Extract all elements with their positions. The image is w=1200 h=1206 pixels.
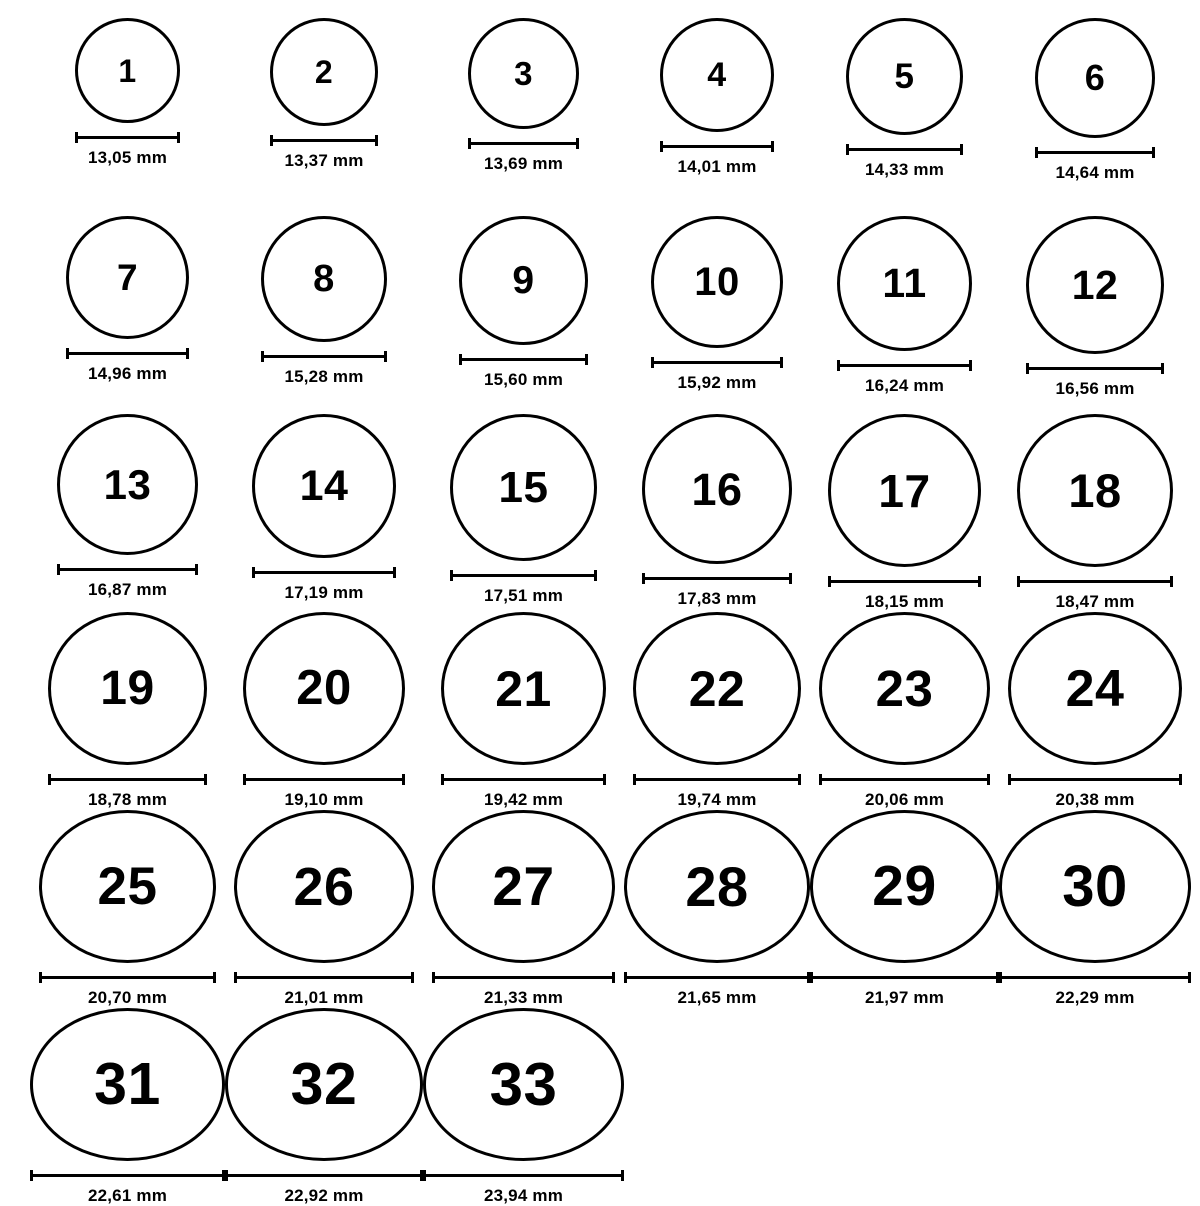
ring-size-number: 4	[707, 56, 727, 94]
ring-circle	[846, 18, 963, 135]
ring-size-cell	[225, 612, 423, 810]
ring-size-number: 1	[118, 52, 137, 89]
caliper-tick-right	[585, 354, 588, 365]
ring-size-cell	[999, 414, 1191, 612]
ring-size-number: 9	[512, 259, 535, 302]
caliper-bar	[1035, 151, 1155, 154]
ring-size-number: 33	[489, 1050, 558, 1118]
ring-size-number: 17	[878, 464, 931, 517]
ring-size-number: 8	[313, 258, 335, 300]
ring-diameter-label: 14,96 mm	[87, 364, 168, 383]
ring-diameter-label: 19,42 mm	[483, 790, 564, 809]
caliper-icon	[75, 132, 180, 142]
ring-measure	[651, 357, 783, 393]
caliper-tick-right	[402, 774, 405, 785]
caliper-tick-left	[846, 144, 849, 155]
ring-circle	[810, 810, 999, 963]
caliper-bar	[423, 1174, 624, 1177]
ring-diameter-label: 18,15 mm	[864, 592, 945, 611]
caliper-tick-left	[261, 351, 264, 362]
ring-diameter-label: 17,51 mm	[483, 586, 564, 605]
ring-circle	[66, 216, 189, 339]
ring-size-cell	[423, 1008, 624, 1206]
ring-size-cell	[624, 18, 810, 216]
ring-circle	[225, 1008, 423, 1161]
caliper-tick-right	[798, 774, 801, 785]
caliper-tick-left	[810, 972, 813, 983]
caliper-tick-left	[624, 972, 627, 983]
ring-measure	[450, 570, 597, 606]
ring-diameter-label: 15,92 mm	[677, 373, 757, 392]
ring-measure	[57, 564, 198, 600]
caliper-bar	[828, 580, 981, 583]
ring-measure	[642, 573, 792, 609]
caliper-tick-right	[204, 774, 207, 785]
caliper-icon	[651, 357, 783, 367]
ring-size-cell	[423, 18, 624, 216]
caliper-tick-left	[1008, 774, 1011, 785]
ring-size-number: 22	[688, 660, 746, 717]
caliper-bar	[999, 976, 1191, 979]
caliper-tick-right	[375, 135, 378, 146]
ring-circle	[999, 810, 1191, 963]
ring-circle	[234, 810, 414, 963]
ring-diameter-label: 19,10 mm	[284, 790, 364, 809]
ring-diameter-label: 22,61 mm	[87, 1186, 168, 1205]
caliper-icon	[432, 972, 615, 982]
caliper-icon	[252, 567, 396, 577]
caliper-tick-left	[468, 138, 471, 149]
caliper-tick-left	[450, 570, 453, 581]
caliper-tick-right	[576, 138, 579, 149]
caliper-tick-right	[1152, 147, 1155, 158]
ring-diameter-label: 18,78 mm	[87, 790, 168, 809]
caliper-bar	[1008, 778, 1182, 781]
caliper-tick-left	[75, 132, 78, 143]
caliper-bar	[459, 358, 588, 361]
ring-size-cell	[30, 612, 225, 810]
ring-diameter-label: 18,47 mm	[1055, 592, 1135, 611]
ring-size-cell	[999, 216, 1191, 414]
caliper-bar	[633, 778, 801, 781]
caliper-tick-left	[1035, 147, 1038, 158]
caliper-tick-right	[195, 564, 198, 575]
ring-measure	[48, 774, 207, 810]
ring-circle	[1017, 414, 1173, 567]
caliper-icon	[225, 1170, 423, 1180]
caliper-tick-left	[837, 360, 840, 371]
ring-circle	[450, 414, 597, 561]
ring-size-cell	[30, 1008, 225, 1206]
ring-circle	[261, 216, 387, 342]
ring-circle	[624, 810, 810, 963]
caliper-tick-right	[393, 567, 396, 578]
caliper-bar	[819, 778, 990, 781]
ring-measure	[30, 1170, 225, 1206]
ring-size-number: 23	[875, 660, 934, 717]
ring-size-cell	[999, 18, 1191, 216]
ring-size-number: 32	[290, 1051, 358, 1117]
ring-circle	[651, 216, 783, 348]
ring-circle	[39, 810, 216, 963]
caliper-icon	[39, 972, 216, 982]
caliper-icon	[837, 360, 972, 370]
caliper-tick-left	[459, 354, 462, 365]
ring-measure	[846, 144, 963, 180]
ring-diameter-label: 13,05 mm	[87, 148, 168, 167]
ring-circle	[75, 18, 180, 123]
caliper-tick-right	[1179, 774, 1182, 785]
ring-measure	[261, 351, 387, 387]
caliper-icon	[30, 1170, 225, 1180]
caliper-icon	[270, 135, 378, 145]
ring-size-number: 2	[314, 54, 334, 90]
ring-circle	[459, 216, 588, 345]
ring-diameter-label: 22,92 mm	[284, 1186, 364, 1205]
ring-circle	[468, 18, 579, 129]
caliper-tick-right	[1161, 363, 1164, 374]
ring-size-cell	[225, 414, 423, 612]
caliper-tick-left	[999, 972, 1002, 983]
ring-diameter-label: 21,65 mm	[677, 988, 757, 1007]
caliper-icon	[642, 573, 792, 583]
ring-size-cell	[999, 810, 1191, 1008]
ring-size-cell	[810, 18, 999, 216]
ring-diameter-label: 16,87 mm	[87, 580, 168, 599]
ring-circle	[660, 18, 774, 132]
ring-size-number: 11	[882, 260, 927, 306]
ring-size-cell	[624, 612, 810, 810]
ring-circle	[30, 1008, 225, 1161]
ring-size-number: 25	[97, 857, 158, 916]
caliper-bar	[252, 571, 396, 574]
caliper-icon	[1008, 774, 1182, 784]
caliper-bar	[243, 778, 405, 781]
ring-circle	[819, 612, 990, 765]
caliper-tick-left	[651, 357, 654, 368]
caliper-tick-right	[411, 972, 414, 983]
ring-size-cell	[423, 414, 624, 612]
ring-measure	[270, 135, 378, 171]
ring-size-number: 31	[94, 1051, 161, 1117]
caliper-icon	[999, 972, 1191, 982]
ring-size-number: 5	[894, 57, 915, 96]
ring-measure	[1035, 147, 1155, 183]
caliper-tick-left	[1026, 363, 1029, 374]
caliper-bar	[30, 1174, 225, 1177]
caliper-bar	[261, 355, 387, 358]
ring-size-number: 15	[498, 462, 549, 512]
caliper-bar	[48, 778, 207, 781]
ring-diameter-label: 21,33 mm	[483, 988, 564, 1007]
caliper-tick-right	[978, 576, 981, 587]
caliper-icon	[441, 774, 606, 784]
ring-diameter-label: 20,06 mm	[864, 790, 945, 809]
ring-circle	[1008, 612, 1182, 765]
caliper-tick-right	[987, 774, 990, 785]
ring-size-cell	[624, 216, 810, 414]
ring-circle	[57, 414, 198, 555]
ring-size-cell	[810, 810, 999, 1008]
ring-size-number: 24	[1065, 659, 1125, 718]
ring-size-number: 14	[299, 461, 349, 510]
caliper-tick-right	[771, 141, 774, 152]
caliper-icon	[1017, 576, 1173, 586]
caliper-icon	[423, 1170, 624, 1180]
ring-size-cell	[30, 810, 225, 1008]
ring-diameter-label: 23,94 mm	[483, 1186, 564, 1205]
ring-circle	[48, 612, 207, 765]
caliper-tick-left	[642, 573, 645, 584]
ring-measure	[837, 360, 972, 396]
caliper-tick-right	[1188, 972, 1191, 983]
caliper-tick-right	[789, 573, 792, 584]
caliper-icon	[261, 351, 387, 361]
ring-diameter-label: 17,83 mm	[677, 589, 757, 608]
ring-measure	[1026, 363, 1164, 399]
ring-diameter-label: 21,97 mm	[864, 988, 945, 1007]
ring-size-cell	[624, 810, 810, 1008]
caliper-icon	[1035, 147, 1155, 157]
caliper-tick-left	[57, 564, 60, 575]
ring-measure	[459, 354, 588, 390]
caliper-tick-right	[384, 351, 387, 362]
caliper-tick-left	[225, 1170, 228, 1181]
caliper-bar	[234, 976, 414, 979]
caliper-tick-left	[423, 1170, 426, 1181]
caliper-tick-right	[213, 972, 216, 983]
ring-diameter-label: 16,24 mm	[864, 376, 945, 395]
ring-circle	[243, 612, 405, 765]
caliper-icon	[633, 774, 801, 784]
caliper-tick-left	[1017, 576, 1020, 587]
ring-measure	[234, 972, 414, 1008]
ring-measure	[1017, 576, 1173, 612]
ring-measure	[252, 567, 396, 603]
ring-measure	[633, 774, 801, 810]
caliper-bar	[450, 574, 597, 577]
ring-size-number: 12	[1071, 261, 1119, 308]
caliper-bar	[810, 976, 999, 979]
ring-measure	[819, 774, 990, 810]
ring-size-number: 21	[495, 660, 552, 717]
caliper-tick-right	[780, 357, 783, 368]
caliper-icon	[810, 972, 999, 982]
caliper-icon	[66, 348, 189, 358]
caliper-tick-left	[252, 567, 255, 578]
ring-measure	[1008, 774, 1182, 810]
caliper-icon	[459, 354, 588, 364]
caliper-bar	[1026, 367, 1164, 370]
caliper-bar	[39, 976, 216, 979]
ring-measure	[225, 1170, 423, 1206]
ring-circle	[423, 1008, 624, 1161]
caliper-icon	[48, 774, 207, 784]
ring-size-number: 26	[293, 856, 355, 917]
ring-size-grid	[30, 18, 1170, 1206]
caliper-tick-right	[621, 1170, 624, 1181]
ring-diameter-label: 13,37 mm	[284, 151, 364, 170]
ring-measure	[999, 972, 1191, 1008]
ring-circle	[252, 414, 396, 558]
ring-size-cell	[225, 810, 423, 1008]
ring-size-cell	[30, 216, 225, 414]
ring-diameter-label: 17,19 mm	[284, 583, 364, 602]
ring-measure	[810, 972, 999, 1008]
ring-size-number: 6	[1084, 57, 1106, 98]
ring-diameter-label: 20,38 mm	[1055, 790, 1135, 809]
caliper-tick-left	[828, 576, 831, 587]
caliper-bar	[468, 142, 579, 145]
ring-circle	[1026, 216, 1164, 354]
ring-size-number: 20	[296, 661, 352, 715]
ring-size-cell	[30, 414, 225, 612]
ring-diameter-label: 14,64 mm	[1055, 163, 1135, 182]
caliper-icon	[846, 144, 963, 154]
ring-circle	[828, 414, 981, 567]
ring-size-cell	[225, 216, 423, 414]
caliper-bar	[1017, 580, 1173, 583]
caliper-tick-left	[30, 1170, 33, 1181]
caliper-icon	[57, 564, 198, 574]
caliper-icon	[243, 774, 405, 784]
caliper-tick-left	[432, 972, 435, 983]
ring-measure	[660, 141, 774, 177]
caliper-bar	[57, 568, 198, 571]
ring-diameter-label: 14,01 mm	[677, 157, 757, 176]
ring-circle	[432, 810, 615, 963]
caliper-bar	[660, 145, 774, 148]
ring-size-number: 10	[694, 260, 740, 304]
ring-size-number: 19	[100, 661, 155, 715]
caliper-tick-left	[633, 774, 636, 785]
ring-diameter-label: 21,01 mm	[284, 988, 364, 1007]
ring-measure	[828, 576, 981, 612]
ring-size-number: 30	[1062, 853, 1128, 919]
caliper-bar	[75, 136, 180, 139]
caliper-bar	[441, 778, 606, 781]
caliper-tick-left	[660, 141, 663, 152]
ring-size-cell	[810, 612, 999, 810]
caliper-tick-right	[186, 348, 189, 359]
ring-size-cell	[225, 18, 423, 216]
ring-size-number: 7	[116, 257, 139, 298]
ring-size-number: 13	[103, 460, 152, 508]
caliper-bar	[642, 577, 792, 580]
ring-size-number: 3	[514, 55, 533, 92]
caliper-tick-left	[48, 774, 51, 785]
ring-size-cell	[423, 810, 624, 1008]
caliper-icon	[828, 576, 981, 586]
caliper-bar	[624, 976, 810, 979]
ring-size-cell	[624, 414, 810, 612]
ring-measure	[624, 972, 810, 1008]
caliper-bar	[837, 364, 972, 367]
ring-circle	[633, 612, 801, 765]
ring-measure	[468, 138, 579, 174]
ring-circle	[270, 18, 378, 126]
ring-diameter-label: 15,60 mm	[483, 370, 564, 389]
caliper-tick-left	[234, 972, 237, 983]
ring-diameter-label: 22,29 mm	[1055, 988, 1135, 1007]
ring-circle	[837, 216, 972, 351]
caliper-tick-left	[243, 774, 246, 785]
ring-diameter-label: 13,69 mm	[483, 154, 564, 173]
ring-size-cell	[423, 612, 624, 810]
ring-size-number: 28	[685, 854, 749, 918]
ring-diameter-label: 16,56 mm	[1055, 379, 1135, 398]
ring-circle	[1035, 18, 1155, 138]
ring-size-cell	[810, 216, 999, 414]
caliper-bar	[66, 352, 189, 355]
ring-measure	[75, 132, 180, 168]
caliper-bar	[270, 139, 378, 142]
ring-diameter-label: 20,70 mm	[87, 988, 168, 1007]
caliper-icon	[468, 138, 579, 148]
ring-circle	[642, 414, 792, 564]
caliper-icon	[624, 972, 810, 982]
ring-diameter-label: 14,33 mm	[864, 160, 945, 179]
ring-size-cell	[30, 18, 225, 216]
caliper-tick-left	[441, 774, 444, 785]
caliper-tick-right	[177, 132, 180, 143]
caliper-tick-left	[39, 972, 42, 983]
caliper-bar	[432, 976, 615, 979]
ring-size-number: 27	[492, 855, 555, 917]
caliper-tick-left	[270, 135, 273, 146]
ring-size-number: 18	[1068, 464, 1122, 517]
caliper-icon	[660, 141, 774, 151]
caliper-tick-right	[603, 774, 606, 785]
ring-size-number: 29	[872, 854, 937, 918]
caliper-tick-right	[960, 144, 963, 155]
ring-diameter-label: 19,74 mm	[677, 790, 757, 809]
ring-measure	[432, 972, 615, 1008]
caliper-tick-right	[594, 570, 597, 581]
ring-measure	[243, 774, 405, 810]
ring-size-cell	[225, 1008, 423, 1206]
caliper-bar	[225, 1174, 423, 1177]
caliper-tick-right	[612, 972, 615, 983]
caliper-icon	[819, 774, 990, 784]
ring-size-cell	[810, 414, 999, 612]
caliper-icon	[450, 570, 597, 580]
ring-measure	[66, 348, 189, 384]
ring-measure	[441, 774, 606, 810]
caliper-icon	[1026, 363, 1164, 373]
ring-size-cell	[999, 612, 1191, 810]
ring-size-number: 16	[691, 463, 743, 515]
caliper-tick-right	[1170, 576, 1173, 587]
ring-circle	[441, 612, 606, 765]
ring-measure	[423, 1170, 624, 1206]
caliper-bar	[651, 361, 783, 364]
ring-size-cell	[423, 216, 624, 414]
caliper-tick-left	[66, 348, 69, 359]
ring-diameter-label: 15,28 mm	[284, 367, 364, 386]
ring-measure	[39, 972, 216, 1008]
caliper-tick-left	[819, 774, 822, 785]
caliper-icon	[234, 972, 414, 982]
caliper-tick-right	[969, 360, 972, 371]
caliper-bar	[846, 148, 963, 151]
